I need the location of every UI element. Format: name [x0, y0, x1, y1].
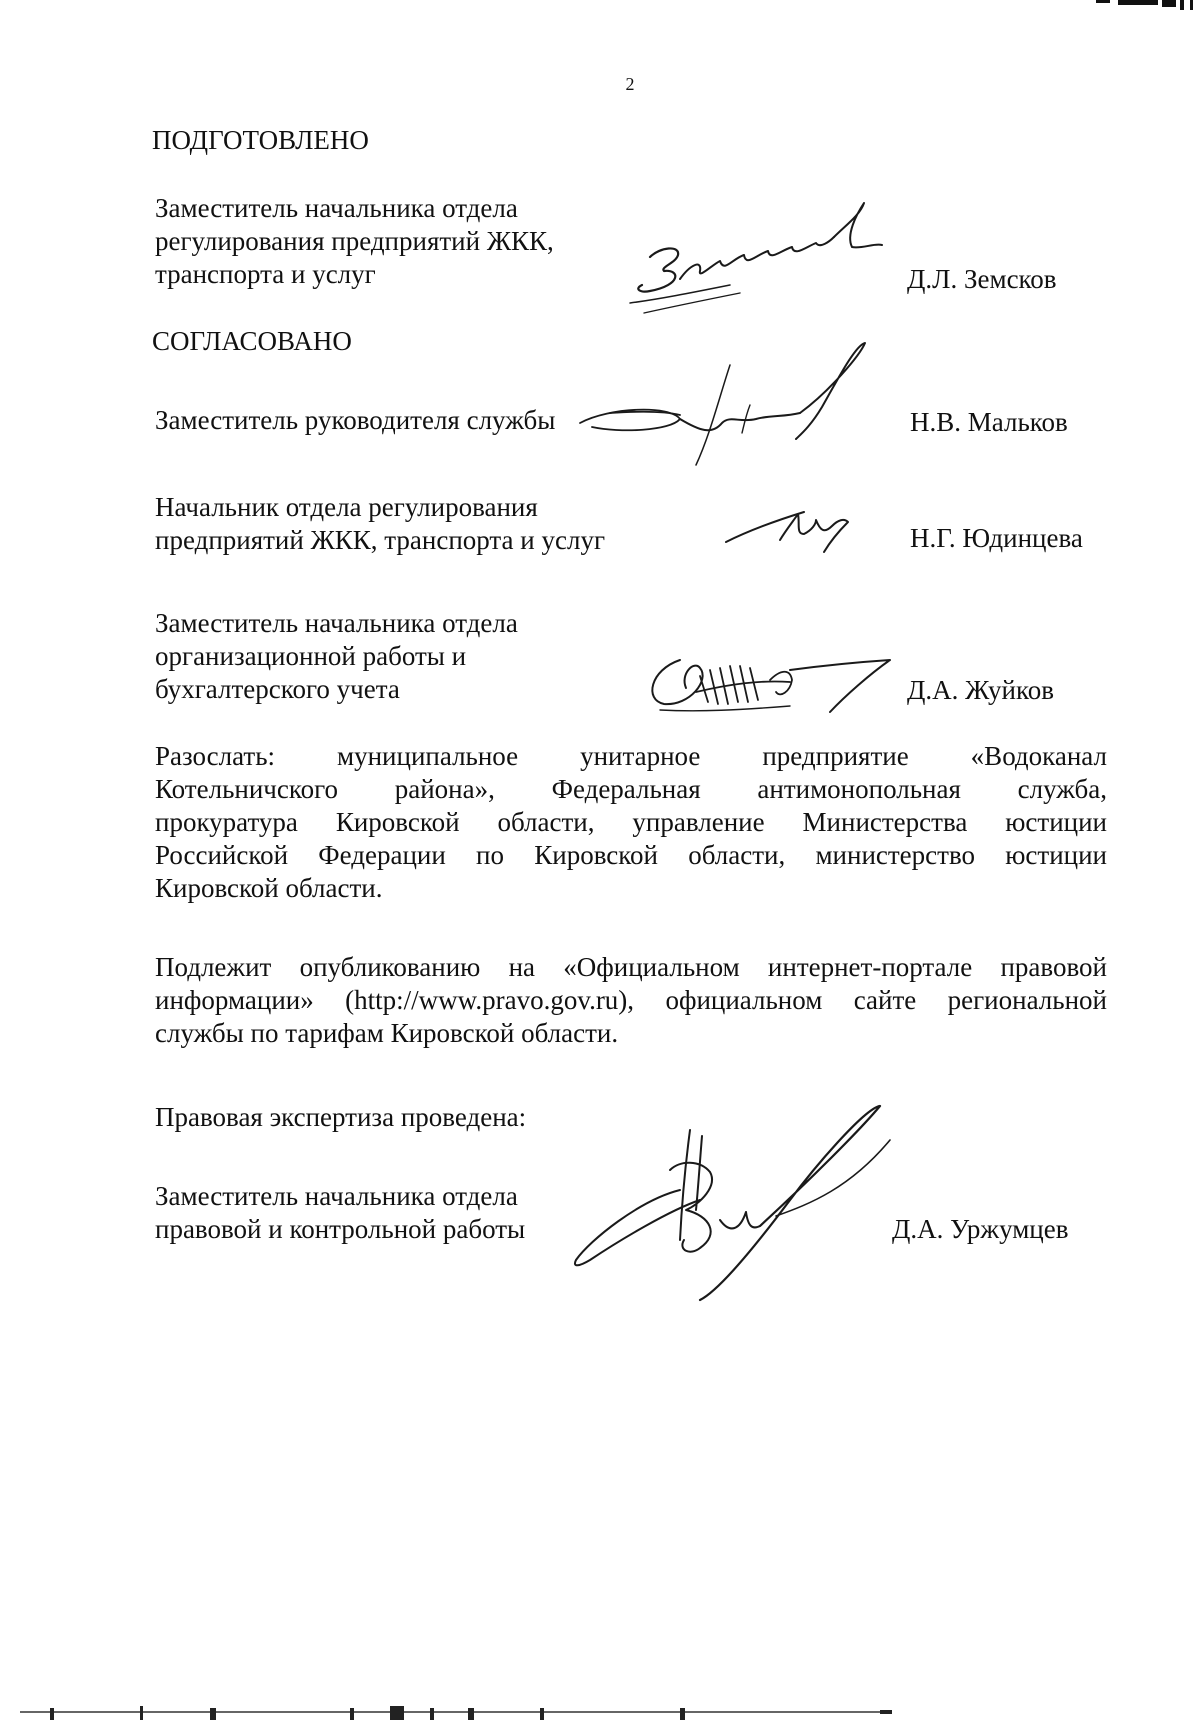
prepared-heading: ПОДГОТОВЛЕНО — [152, 125, 369, 155]
prepared-signatory-name: Д.Л. Земсков — [907, 264, 1057, 294]
legal-review-statement: Правовая экспертиза проведена: — [155, 1102, 527, 1132]
signature-zemskov — [620, 195, 930, 325]
publication-paragraph — [155, 951, 1107, 1050]
distribution-line: прокуратура Кировской области, управление Министерства юстиции — [155, 807, 1107, 837]
distribution-line: Российской Федерации по Кировской области, министерство юстиции — [155, 840, 1107, 870]
publication-line: Подлежит опубликованию на «Официальном интернет-портале правовой — [155, 952, 1107, 982]
scan-corner-marks — [1000, 0, 1200, 14]
distribution-line: Котельничского района», Федеральная антимонопольная служба, — [155, 774, 1107, 804]
legal-review-signatory-name: Д.А. Уржумцев — [892, 1214, 1069, 1244]
legal-review-position-line: правовой и контрольной работы — [155, 1214, 526, 1244]
prepared-position-line: транспорта и услуг — [155, 259, 376, 289]
signature-zhuikov — [640, 640, 900, 730]
legal-review-position-line: Заместитель начальника отдела — [155, 1181, 518, 1211]
distribution-paragraph — [155, 740, 1107, 905]
publication-line: информации» (http://www.pravo.gov.ru), официальном сайте региональной — [155, 985, 1107, 1015]
agreed-position-line: бухгалтерского учета — [155, 674, 400, 704]
distribution-line: Разослать: муниципальное унитарное предприятие «Водоканал — [155, 741, 1107, 771]
agreed-position-line: организационной работы и — [155, 641, 467, 671]
agreed-heading: СОГЛАСОВАНО — [152, 326, 352, 356]
publication-line: службы по тарифам Кировской области. — [155, 1018, 619, 1048]
distribution-line: Кировской области. — [155, 873, 383, 903]
agreed-signatory-name: Н.Г. Юдинцева — [910, 523, 1083, 553]
agreed-position-line: Заместитель руководителя службы — [155, 405, 556, 435]
signature-urzhumtsev — [570, 1100, 910, 1300]
agreed-signatory-name: Д.А. Жуйков — [907, 675, 1054, 705]
prepared-position-line: Заместитель начальника отдела — [155, 193, 518, 223]
prepared-position-line: регулирования предприятий ЖКК, — [155, 226, 554, 256]
signature-malkov — [560, 335, 920, 475]
agreed-position-line: Заместитель начальника отдела — [155, 608, 518, 638]
agreed-signatory-name: Н.В. Мальков — [910, 407, 1068, 437]
agreed-position-line: предприятий ЖКК, транспорта и услуг — [155, 525, 606, 555]
scan-bottom-marks — [20, 1706, 900, 1720]
agreed-position-line: Начальник отдела регулирования — [155, 492, 538, 522]
page-number: 2 — [625, 74, 635, 94]
signature-yudintseva — [720, 500, 860, 560]
